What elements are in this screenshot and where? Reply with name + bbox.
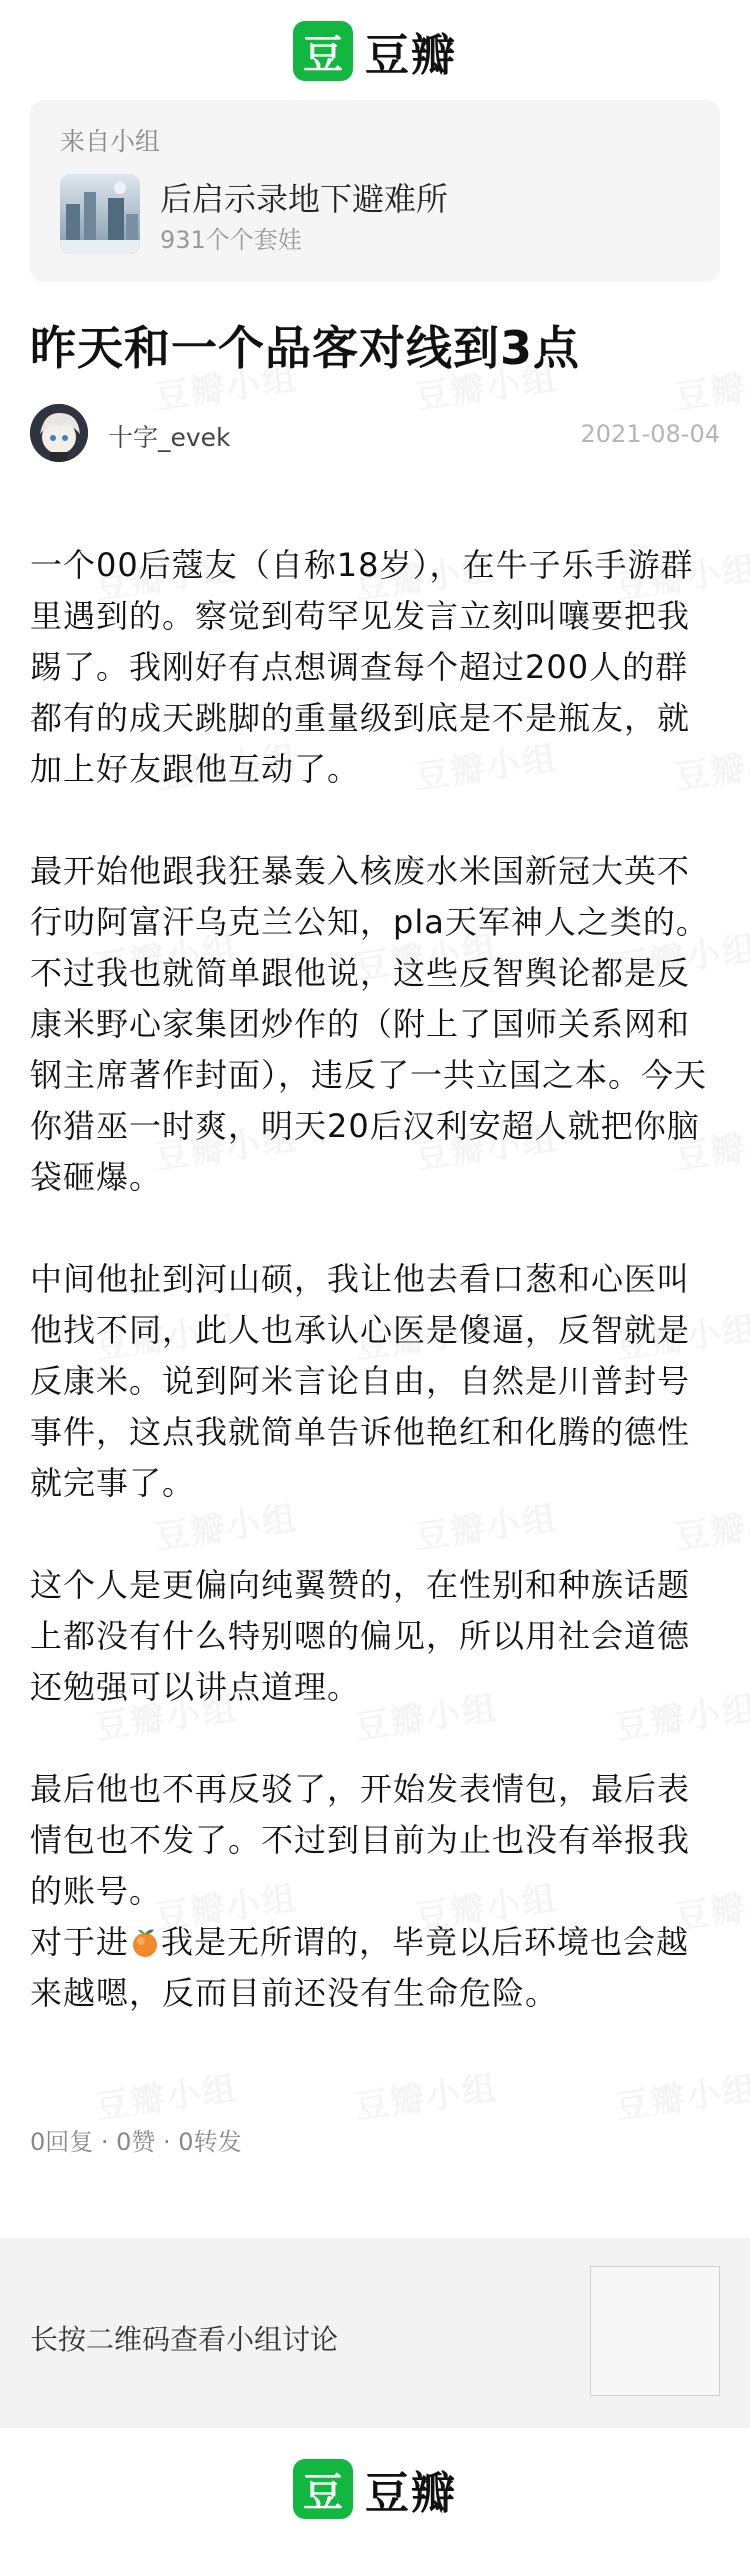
douban-logo-icon: 豆 <box>293 2459 353 2519</box>
group-thumbnail-image <box>60 174 140 254</box>
author-name[interactable]: 十字_evek <box>108 423 231 452</box>
brand-name: 豆瓣 <box>365 30 457 81</box>
group-thumbnail <box>60 174 140 254</box>
avatar-image <box>30 404 88 462</box>
qr-hint-text: 长按二维码查看小组讨论 <box>30 2323 339 2356</box>
brand-footer <box>0 2456 750 2522</box>
body-paragraph-last <box>30 1917 720 2019</box>
watermark-text <box>351 2060 500 2129</box>
author-avatar[interactable] <box>30 404 88 462</box>
qr-section <box>0 2238 750 2428</box>
group-from-label: 来自小组 <box>60 127 161 156</box>
body-paragraph: 这个人是更偏向纯翼赞的，在性别和种族话题上都没有什么特别嗯的偏见，所以用社会道德还勉强可以讲点道理。 <box>30 1566 691 1706</box>
group-member-count: 931个个套娃 <box>160 226 302 254</box>
body-paragraph: 最后他也不再反驳了，开始发表情包，最后表情包也不发了。不过到目前为止也没有举报我的账号。 <box>30 1770 691 1910</box>
qr-code-placeholder[interactable] <box>590 2266 720 2396</box>
body-paragraph: 中间他扯到河山硕，我让他去看口葱和心医叫他找不同，此人也承认心医是傻逼，反智就是反康米。说到阿米言论自由，自然是川普封号事件，这点我就简单告诉他艳红和化腾的德性就完事了。 <box>30 1260 691 1502</box>
body-paragraph: 一个00后蔻友（自称18岁），在牛子乐手游群里遇到的。察觉到苟罕见发言立刻叫嚷要把我踢了。我刚好有点想调查每个超过200人的群都有的成天跳脚的重量级到底是不是瓶友，就加上好友跟他互动了。 <box>30 546 694 788</box>
brand-header <box>0 18 750 84</box>
post-stats: 0回复 · 0赞 · 0转发 <box>30 2128 242 2156</box>
watermark-text <box>611 2060 750 2129</box>
brand-name: 豆瓣 <box>365 2468 457 2519</box>
douban-logo-icon: 豆 <box>293 21 353 81</box>
post-title: 昨天和一个品客对线到3点 <box>30 321 581 375</box>
group-card[interactable] <box>30 100 720 282</box>
body-paragraph: 最开始他跟我狂暴轰入核废水米国新冠大英不行叻阿富汗乌克兰公知，pla天军神人之类的。不过我也就简单跟他说，这些反智舆论都是反康米野心家集团炒作的（附上了国师关系网和钢主席著作封面），违反了一共立国之本。今天你猎巫一时爽，明天20后汉利安超人就把你脑袋砸爆。 <box>30 852 709 1196</box>
body-text: 我是无所谓的，毕竟以后环境也会越来越嗯，反而目前还没有生命危险。 <box>30 1923 690 2012</box>
post-date: 2021-08-04 <box>580 420 720 448</box>
post-body <box>30 540 720 2070</box>
group-name: 后启示录地下避难所 <box>160 180 449 218</box>
watermark-text <box>91 2060 240 2129</box>
body-text: 对于进 <box>30 1923 130 1961</box>
peach-emoji-icon <box>129 1926 161 1958</box>
